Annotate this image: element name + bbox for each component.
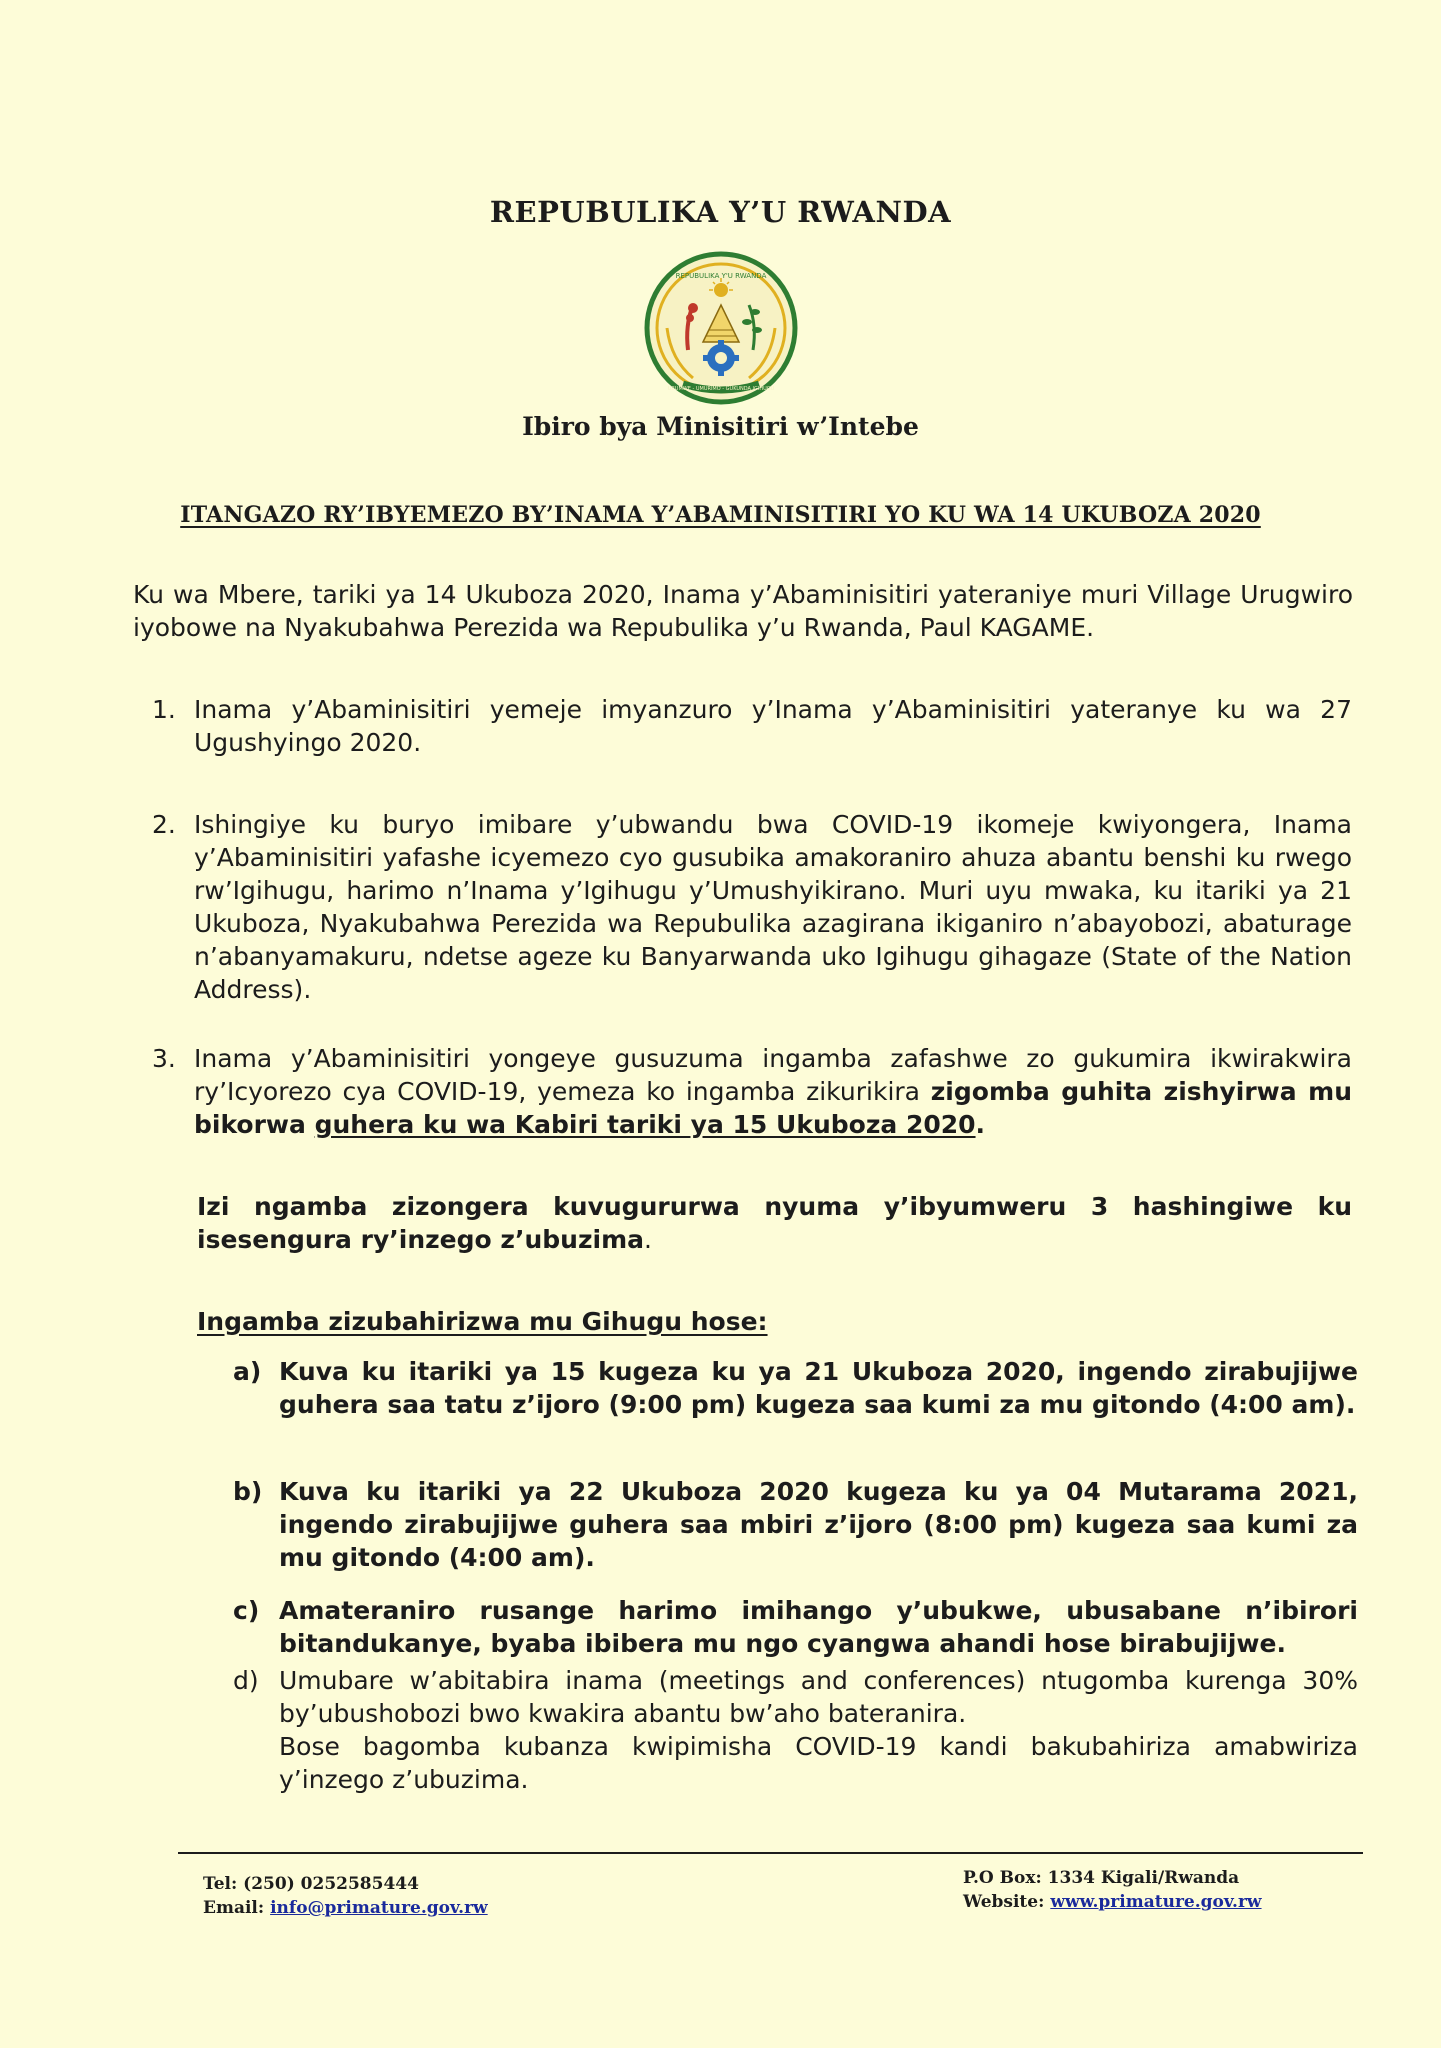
email-label: Email:	[203, 1898, 265, 1918]
measure-text: Kuva ku itariki ya 15 kugeza ku ya 21 Ukuboza 2020, ingendo zirabujijwe guhera saa tatu z’ijoro (9:00 pm) kugeza saa kumi za mu gitondo (4:00 am).	[279, 1357, 1358, 1419]
item-text-plain: Inama y’Abaminisitiri yongeye gusuzuma ingamba zafashwe zo gukumira ikwirakwira ry’Icyorezo cya COVID-19, yemeza ko ingamba zikurikira	[194, 1044, 1352, 1106]
measure-item-c	[233, 1594, 1358, 1660]
item-text: Inama y’Abaminisitiri yemeje imyanzuro y’Inama y’Abaminisitiri yateranye ku wa 27 Ugushyingo 2020.	[194, 695, 1352, 757]
measure-item-d	[233, 1664, 1358, 1796]
announcement-heading: ITANGAZO RY’IBYEMEZO BY’INAMA Y’ABAMINISITIRI YO KU WA 14 UKUBOZA 2020	[180, 502, 1261, 528]
footer-website	[963, 1890, 1262, 1914]
item-text-end: .	[975, 1110, 986, 1139]
item-text: Ishingiye ku buryo imibare y’ubwandu bwa COVID-19 ikomeje kwiyongera, Inama y’Abaminisitiri yafashe icyemezo cyo gusubika amakoraniro ahuza abantu benshi ku rwego rw’Igihugu, harimo n’Inama y’Igihugu y’Umushyikirano. Muri uyu mwaka, ku itariki ya 21 Ukuboza, Nyakubahwa Perezida wa Repubulika azagirana ikiganiro n’abayobozi, abaturage n’abanyamakuru, ndetse ageze ku Banyarwanda uko Igihugu gihagaze (State of the Nation Address).	[194, 810, 1352, 1004]
tel-value: (250) 0252585444	[243, 1874, 419, 1894]
review-note-text: Izi ngamba zizongera kuvugururwa nyuma y’ibyumweru 3 hashingiwe ku isesengura ry’inzego z’ubuzima	[197, 1192, 1352, 1254]
coat-of-arms-icon	[643, 250, 799, 406]
footer-contact	[203, 1872, 488, 1920]
measure-letter: b)	[233, 1477, 263, 1506]
measures-subheading: Ingamba zizubahirizwa mu Gihugu hose:	[197, 1307, 768, 1336]
footer-address	[963, 1866, 1262, 1914]
measure-letter: d)	[233, 1666, 259, 1695]
list-item-2	[152, 808, 1352, 1006]
pobox-label: P.O Box:	[963, 1868, 1042, 1888]
seal-bottom-text: UBUMWE - UMURIMO - GUKUNDA IGIHUGU	[667, 386, 775, 392]
item-number: 3.	[152, 1044, 176, 1073]
measure-item-a	[233, 1355, 1358, 1421]
seal-top-text: REPUBULIKA Y'U RWANDA	[675, 272, 767, 280]
email-link[interactable]: info@primature.gov.rw	[270, 1898, 488, 1918]
review-note-end: .	[644, 1225, 652, 1254]
measure-text: Umubare w’abitabira inama (meetings and conferences) ntugomba kurenga 30% by’ubushobozi bwo kwakira abantu bw’aho bateranira.	[279, 1666, 1358, 1728]
list-item-1	[152, 693, 1352, 759]
republic-title: REPUBULIKA Y’U RWANDA	[489, 195, 952, 229]
intro-paragraph: Ku wa Mbere, tariki ya 14 Ukuboza 2020, Inama y’Abaminisitiri yateraniye muri Village Urugwiro iyobowe na Nyakubahwa Perezida wa Repubulika y’u Rwanda, Paul KAGAME.	[133, 580, 1353, 642]
tel-label: Tel:	[203, 1874, 238, 1894]
measure-letter: a)	[233, 1357, 262, 1386]
item-number: 2.	[152, 810, 176, 839]
website-link[interactable]: www.primature.gov.rw	[1050, 1892, 1262, 1912]
measure-text: Kuva ku itariki ya 22 Ukuboza 2020 kugeza ku ya 04 Mutarama 2021, ingendo zirabujijwe guhera saa mbiri z’ijoro (8:00 pm) kugeza saa kumi za mu gitondo (4:00 am).	[279, 1477, 1358, 1572]
footer-email	[203, 1896, 488, 1920]
measure-letter: c)	[233, 1596, 260, 1625]
review-note	[197, 1190, 1352, 1256]
measure-item-b	[233, 1475, 1358, 1574]
website-label: Website:	[963, 1892, 1045, 1912]
measure-text: Amateraniro rusange harimo imihango y’ubukwe, ubusabane n’ibirori bitandukanye, byaba ibibera mu ngo cyangwa ahandi hose birabujijwe.	[279, 1596, 1358, 1658]
pobox-value: 1334 Kigali/Rwanda	[1047, 1868, 1240, 1888]
footer-tel	[203, 1872, 488, 1896]
list-item-3	[152, 1042, 1352, 1141]
item-effective-date: guhera ku wa Kabiri tariki ya 15 Ukuboza 2020	[314, 1110, 976, 1139]
office-title: Ibiro bya Minisitiri w’Intebe	[522, 412, 919, 441]
item-text	[194, 1042, 1352, 1141]
item-number: 1.	[152, 695, 176, 724]
measure-text-continued: Bose bagomba kubanza kwipimisha COVID-19 kandi bakubahiriza amabwiriza y’inzego z’ubuzima.	[279, 1732, 1358, 1794]
footer-pobox	[963, 1866, 1262, 1890]
item-text-bold: zigomba guhita zishyirwa mu bikorwa	[194, 1077, 1352, 1139]
footer-divider	[178, 1852, 1363, 1854]
